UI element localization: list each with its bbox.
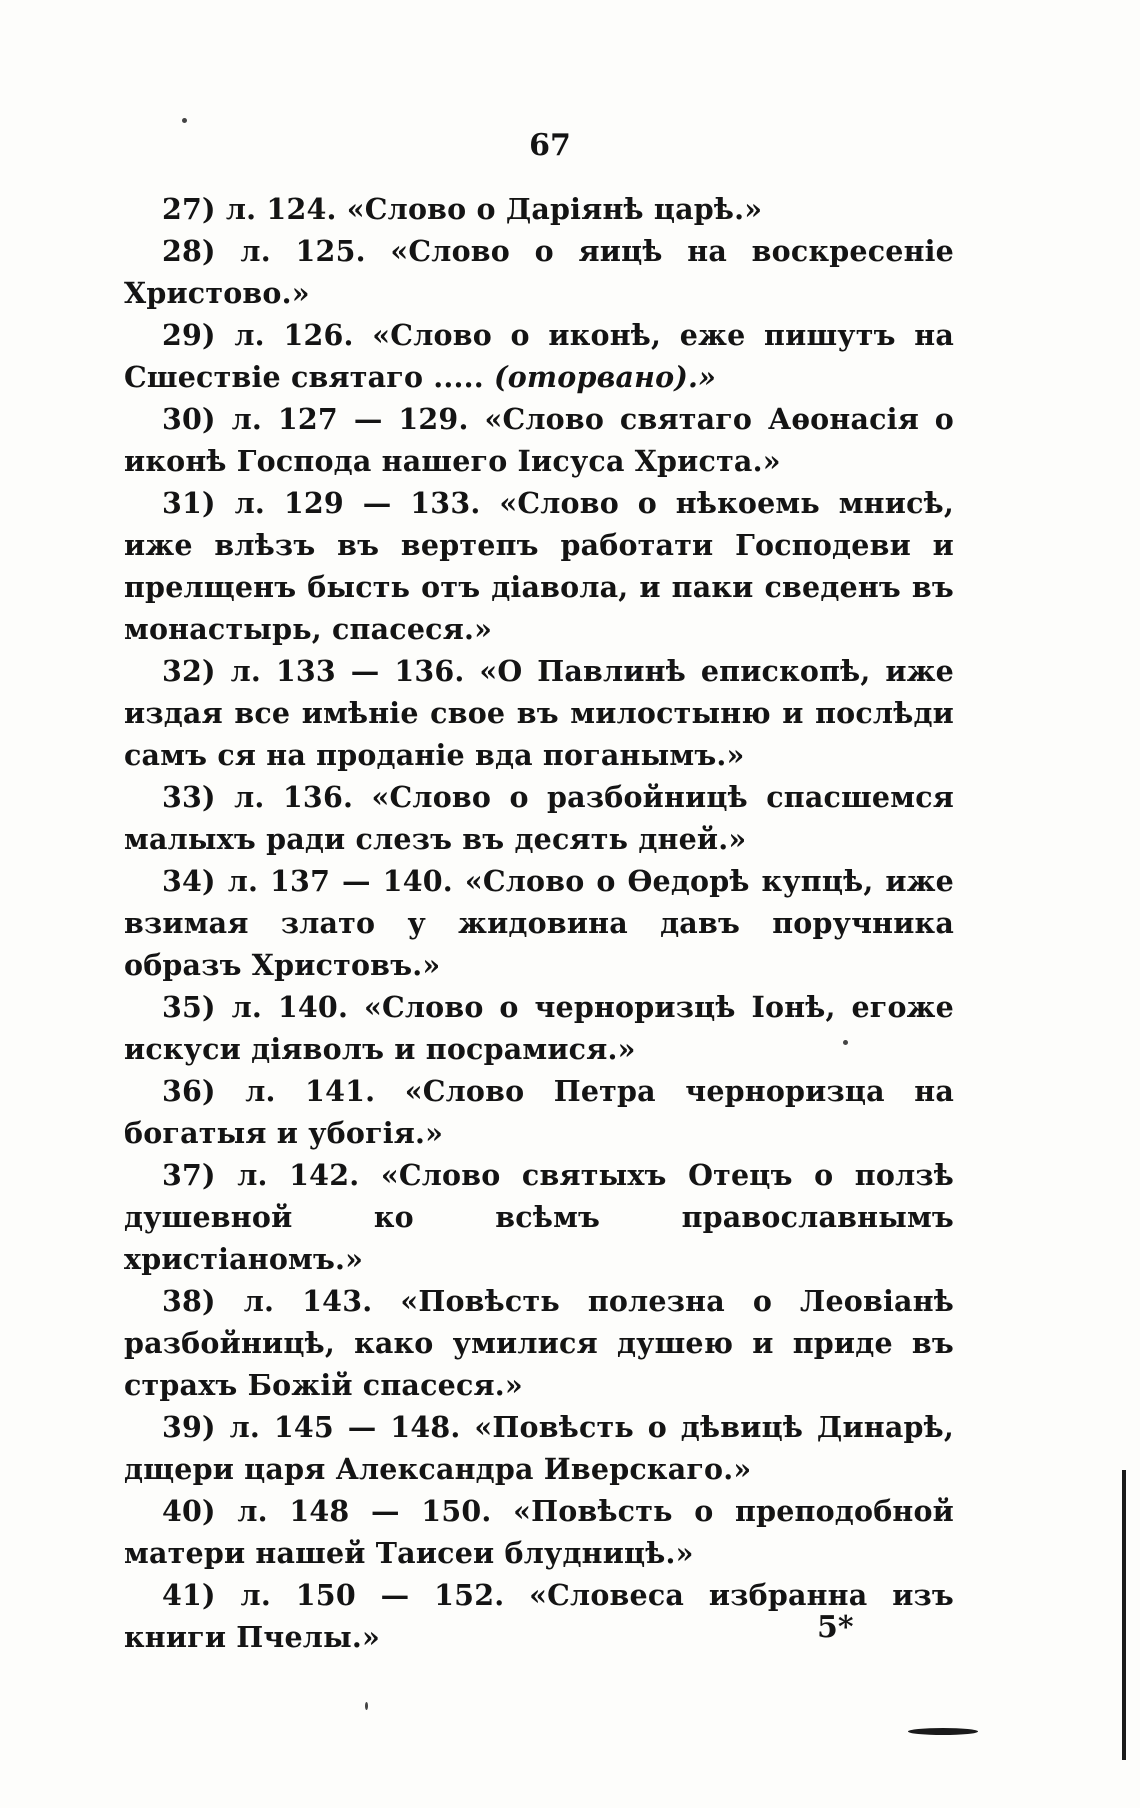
entry-number: 37) xyxy=(162,1158,216,1192)
entry-title: «Слово о нѣкоемь мнисѣ, иже влѣзъ въ вертепъ работати Господеви и прелщенъ бысть отъ діавола, и паки сведенъ въ монастырь, спасеся.» xyxy=(124,486,954,646)
entry-number: 35) xyxy=(162,990,216,1024)
entry-number: 31) xyxy=(162,486,216,520)
entry-leaf: л. 143. xyxy=(243,1284,373,1318)
list-item xyxy=(124,650,954,776)
list-item xyxy=(124,776,954,860)
entry-number: 40) xyxy=(162,1494,216,1528)
entry-number: 41) xyxy=(162,1578,216,1612)
signature-mark: 5* xyxy=(817,1610,854,1645)
list-item xyxy=(124,1406,954,1490)
entry-leaf: л. 126. xyxy=(234,318,354,352)
list-item xyxy=(124,986,954,1070)
entry-leaf: л. 137 — 140. xyxy=(227,864,453,898)
entry-leaf: л. 140. xyxy=(231,990,349,1024)
entry-number: 38) xyxy=(162,1284,216,1318)
entry-number: 36) xyxy=(162,1074,216,1108)
entry-title: «Словеса избранна изъ книги Пчелы.» xyxy=(124,1578,954,1654)
manuscript-entries-list xyxy=(124,188,954,1658)
entry-title: «Слово о яицѣ на воскресеніе Христово.» xyxy=(124,234,954,310)
list-item xyxy=(124,1070,954,1154)
entry-title: «Слово о Даріянѣ царѣ.» xyxy=(346,192,763,226)
entry-leaf: л. 125. xyxy=(240,234,366,268)
list-item xyxy=(124,230,954,314)
entry-leaf: л. 127 — 129. xyxy=(231,402,469,436)
list-item xyxy=(124,398,954,482)
entry-title: «Слово о разбойницѣ спасшемся малыхъ ради слезъ въ десять дней.» xyxy=(124,780,955,856)
entry-number: 33) xyxy=(162,780,216,814)
entry-title: «Повѣсть о преподобной матери нашей Таисеи блудницѣ.» xyxy=(124,1494,955,1570)
entry-title: «Слово о Ѳедорѣ купцѣ, иже взимая злато у жидовина давъ поручника образъ Христовъ.» xyxy=(124,864,955,982)
list-item xyxy=(124,1154,954,1280)
list-item xyxy=(124,860,954,986)
entry-title: «Слово о черноризцѣ Іонѣ, егоже искуси діяволъ и посрамися.» xyxy=(124,990,954,1066)
entry-leaf: л. 136. xyxy=(234,780,354,814)
entry-title: «Слово святаго Аѳонасія о иконѣ Господа нашего Іисуса Христа.» xyxy=(124,402,955,478)
entry-title: «Слово о иконѣ, еже пишутъ на Сшествіе святаго ..... xyxy=(124,318,954,394)
entry-leaf: л. 150 — 152. xyxy=(240,1578,505,1612)
entry-title: «Слово Петра черноризца на богатыя и убогія.» xyxy=(124,1074,954,1150)
scan-speck xyxy=(365,1702,368,1710)
list-item xyxy=(124,482,954,650)
entry-title: «О Павлинѣ епископѣ, иже издая все имѣніе свое въ милостыню и послѣди самъ ся на проданіе вда поганымъ.» xyxy=(124,654,955,772)
entry-leaf: л. 124. xyxy=(225,192,337,226)
entry-leaf: л. 133 — 136. xyxy=(230,654,465,688)
entry-leaf: л. 145 — 148. xyxy=(229,1410,461,1444)
page-edge-mark xyxy=(908,1728,978,1735)
entry-leaf: л. 148 — 150. xyxy=(237,1494,492,1528)
entry-number: 39) xyxy=(162,1410,216,1444)
entry-number: 30) xyxy=(162,402,216,436)
list-item xyxy=(124,1490,954,1574)
page-number: 67 xyxy=(529,128,571,163)
entry-title: «Повѣсть о дѣвицѣ Динарѣ, дщери царя Александра Иверскаго.» xyxy=(124,1410,954,1486)
entry-number: 32) xyxy=(162,654,216,688)
entry-note: (оторвано).» xyxy=(494,360,717,394)
list-item xyxy=(124,314,954,398)
list-item xyxy=(124,1280,954,1406)
entry-leaf: л. 129 — 133. xyxy=(234,486,481,520)
scan-speck xyxy=(843,1040,848,1045)
entry-number: 28) xyxy=(162,234,216,268)
entry-number: 27) xyxy=(162,192,216,226)
list-item xyxy=(124,188,954,230)
page-edge-rule xyxy=(1122,1470,1126,1760)
entry-number: 29) xyxy=(162,318,216,352)
entry-leaf: л. 142. xyxy=(237,1158,360,1192)
entry-title: «Повѣсть полезна о Леовіанѣ разбойницѣ, како умилися душею и приде въ страхъ Божій спасеся.» xyxy=(124,1284,954,1402)
entry-title: «Слово святыхъ Отецъ о ползѣ душевной ко всѣмъ православнымъ христіаномъ.» xyxy=(124,1158,954,1276)
entry-number: 34) xyxy=(162,864,216,898)
entry-leaf: л. 141. xyxy=(245,1074,376,1108)
scan-speck xyxy=(182,118,187,123)
